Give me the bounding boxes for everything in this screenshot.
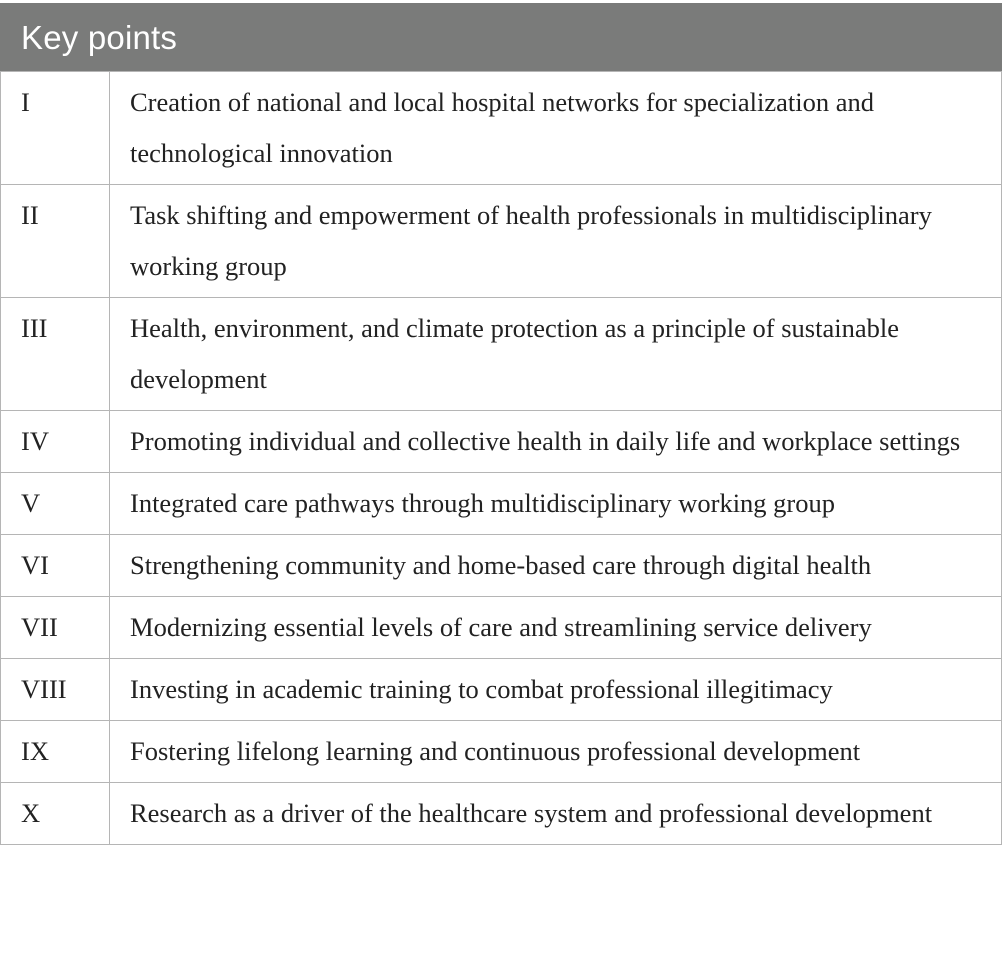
table-row (1, 721, 1002, 783)
row-text: Strengthening community and home-based care through digital health (110, 535, 1002, 597)
row-text: Research as a driver of the healthcare system and professional development (110, 783, 1002, 845)
row-number: V (1, 473, 110, 535)
row-text: Health, environment, and climate protection as a principle of sustainable development (110, 298, 1002, 411)
row-number: VIII (1, 659, 110, 721)
row-number: IV (1, 411, 110, 473)
row-number: X (1, 783, 110, 845)
row-text: Promoting individual and collective health in daily life and workplace settings (110, 411, 1002, 473)
row-number: II (1, 185, 110, 298)
key-points-grid (0, 71, 1002, 845)
table-row (1, 185, 1002, 298)
row-number: III (1, 298, 110, 411)
table-row (1, 72, 1002, 185)
row-text: Integrated care pathways through multidisciplinary working group (110, 473, 1002, 535)
row-text: Modernizing essential levels of care and streamlining service delivery (110, 597, 1002, 659)
key-points-table (0, 3, 1002, 845)
row-text: Fostering lifelong learning and continuous professional development (110, 721, 1002, 783)
table-row (1, 659, 1002, 721)
table-row (1, 411, 1002, 473)
row-text: Task shifting and empowerment of health professionals in multidisciplinary working group (110, 185, 1002, 298)
row-number: VI (1, 535, 110, 597)
table-row (1, 783, 1002, 845)
row-number: I (1, 72, 110, 185)
row-number: IX (1, 721, 110, 783)
row-number: VII (1, 597, 110, 659)
table-title: Key points (21, 19, 178, 56)
row-text: Investing in academic training to combat professional illegitimacy (110, 659, 1002, 721)
table-row (1, 298, 1002, 411)
table-row (1, 535, 1002, 597)
table-row (1, 597, 1002, 659)
row-text: Creation of national and local hospital networks for specialization and technological innovation (110, 72, 1002, 185)
table-row (1, 473, 1002, 535)
table-header (0, 3, 1002, 71)
